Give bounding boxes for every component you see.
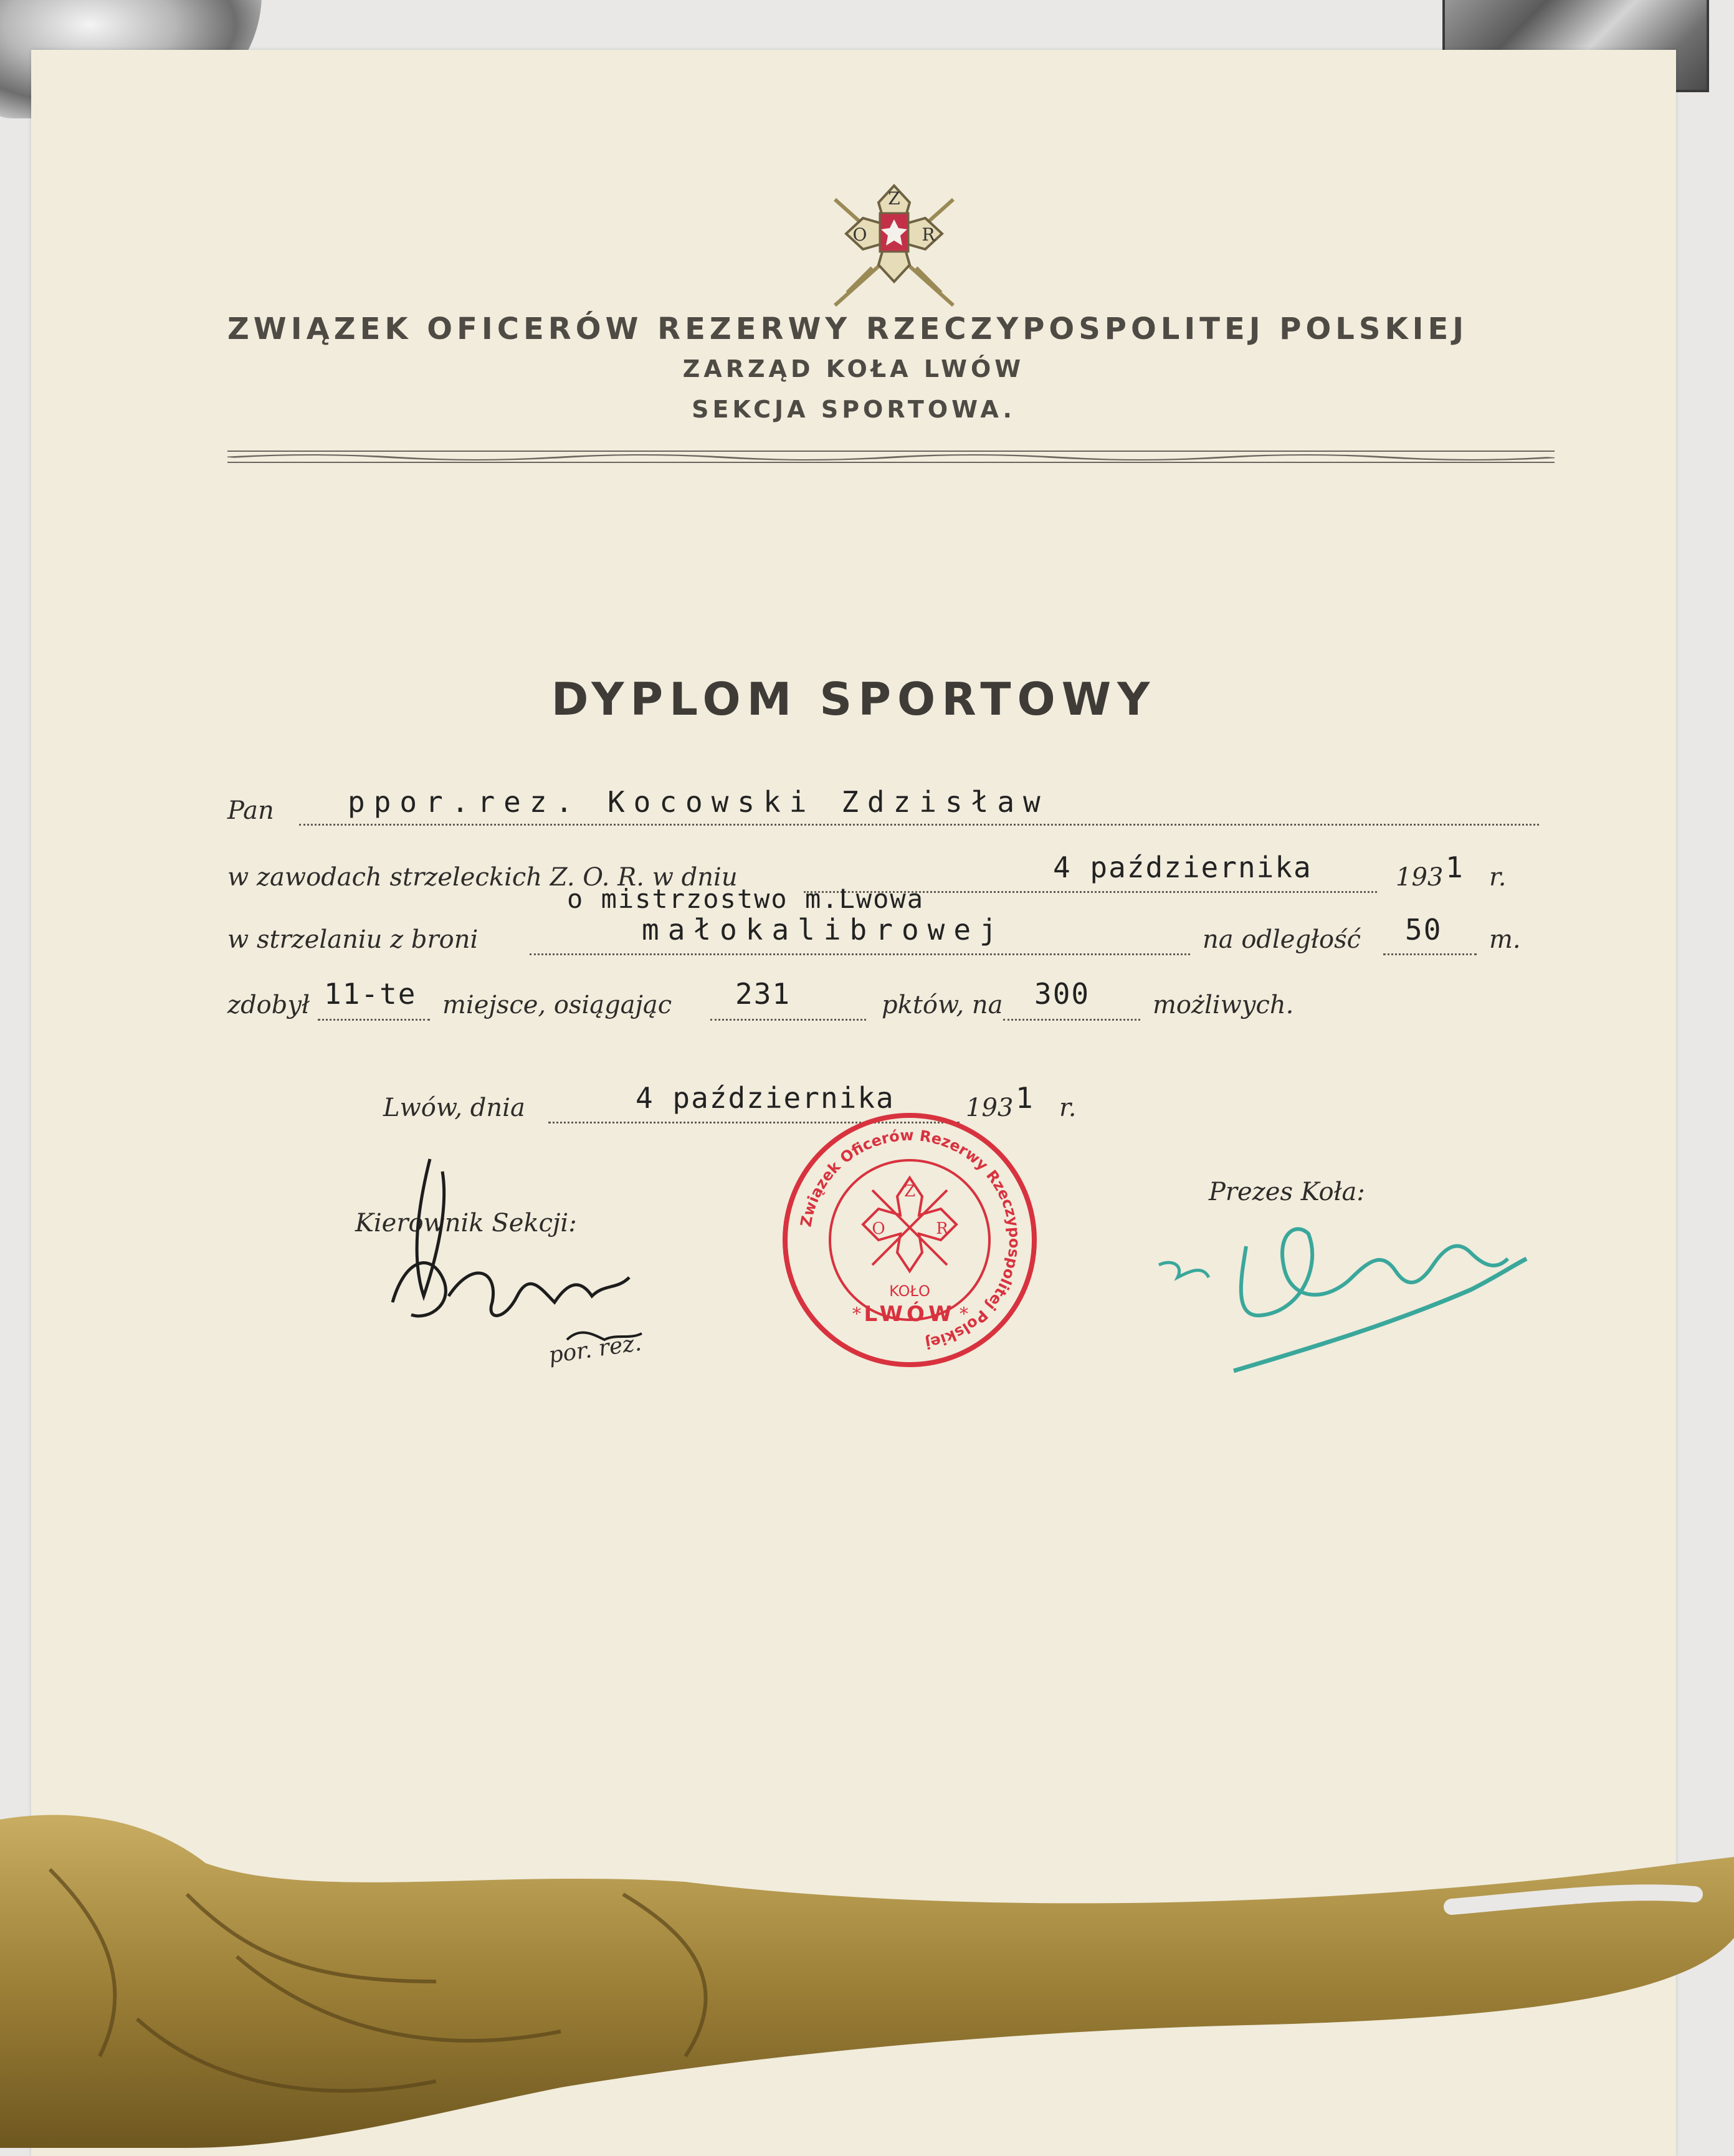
svg-text:R: R xyxy=(936,1219,948,1238)
contest-date: 4 października xyxy=(1053,851,1312,884)
place-label: miejsce, osiągając xyxy=(442,991,672,1019)
svg-text:Z: Z xyxy=(888,188,900,209)
svg-text:Z: Z xyxy=(903,1182,916,1201)
president-label: Prezes Koła: xyxy=(1209,1178,1365,1206)
organization-name: ZWIĄZEK OFICERÓW REZERWY RZECZYPOSPOLITEJ POLSKIEJ xyxy=(227,312,1469,346)
points-label: pktów, na xyxy=(882,991,1003,1019)
section-head-rank: por. rez. xyxy=(546,1330,643,1369)
svg-text:O: O xyxy=(872,1219,885,1238)
max-points-value: 300 xyxy=(1034,977,1090,1011)
svg-text:Związek Oficerów Rezerwy Rzecz: Związek Oficerów Rezerwy Rzeczypospolitej Polskiej xyxy=(797,1126,1024,1352)
contest-year-prefix: 193 xyxy=(1396,863,1444,892)
weapon-type: małokalibrowej xyxy=(642,913,1006,947)
svg-text:R: R xyxy=(922,224,935,245)
svg-text:B. Dąbrowski: B. Dąbrowski xyxy=(517,1380,522,1381)
won-label: zdobył xyxy=(227,991,310,1019)
svg-text:KOŁO: KOŁO xyxy=(889,1282,930,1300)
recipient-name: ppor.rez. Kocowski Zdzisław xyxy=(348,785,1049,819)
diploma-title: DYPLOM SPORTOWY xyxy=(551,673,1156,725)
shooting-label: w strzelaniu z broni xyxy=(227,925,479,954)
issued-year-prefix: 193 xyxy=(966,1094,1014,1122)
distance-unit: m. xyxy=(1489,925,1521,954)
section-head-label: Kierownik Sekcji: xyxy=(355,1209,577,1238)
distance-label: na odległość xyxy=(1203,925,1361,954)
header-divider xyxy=(227,449,1555,464)
club-stamp xyxy=(779,1109,1041,1371)
president-signature xyxy=(1122,1184,1545,1421)
contest-label: w zawodach strzeleckich Z. O. R. w dniu xyxy=(227,863,738,892)
zor-emblem-icon xyxy=(810,174,978,324)
possible-label: możliwych. xyxy=(1153,991,1294,1019)
points-value: 231 xyxy=(735,977,791,1011)
issued-date: 4 października xyxy=(636,1081,895,1115)
svg-text:*: * xyxy=(960,1304,968,1324)
contest-year-suffix: r. xyxy=(1489,863,1507,892)
contest-year-digit: 1 xyxy=(1446,851,1464,884)
svg-text:O: O xyxy=(852,224,867,245)
pan-label: Pan xyxy=(227,796,274,825)
section-name: SEKCJA SPORTOWA. xyxy=(692,396,1016,423)
branch-name: ZARZĄD KOŁA LWÓW xyxy=(682,355,1025,383)
issued-year-suffix: r. xyxy=(1059,1094,1077,1122)
issued-year-digit: 1 xyxy=(1016,1081,1034,1115)
svg-text:*: * xyxy=(852,1304,861,1324)
distance-value: 50 xyxy=(1405,913,1442,947)
brass-letter-opener xyxy=(0,1795,1734,2148)
place-value: 11-te xyxy=(324,977,417,1011)
svg-text:LWÓW: LWÓW xyxy=(864,1302,956,1327)
championship-text: o mistrzostwo m.Lwowa xyxy=(567,884,925,914)
issued-place-label: Lwów, dnia xyxy=(383,1094,525,1122)
svg-text:w. Górski: w. Górski xyxy=(1308,1414,1312,1415)
